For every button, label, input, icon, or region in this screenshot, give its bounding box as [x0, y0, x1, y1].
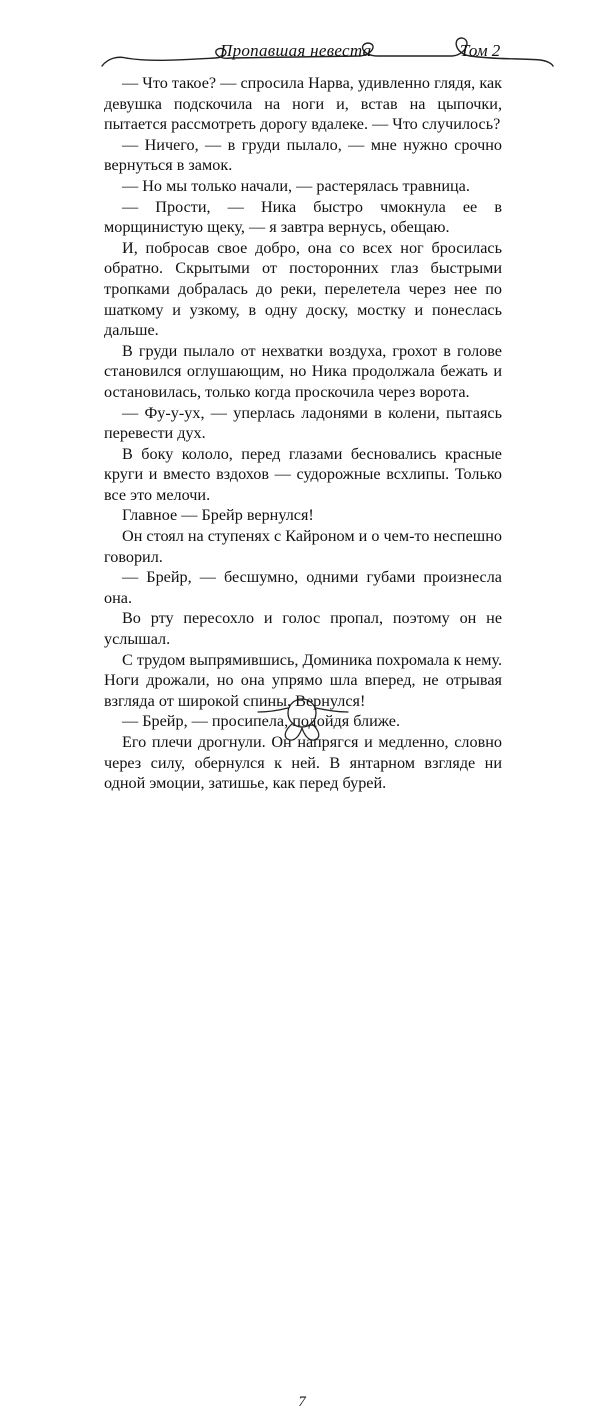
- page-body: [104, 73, 502, 794]
- paragraph: — Ничего, — в груди пылало, — мне нужно срочно вернуться в замок.: [104, 135, 502, 175]
- volume-label: Том 2: [460, 41, 501, 60]
- paragraph: — Прости, — Ника быстро чмокнула ее в морщинистую щеку, — я завтра вернусь, обещаю.: [104, 197, 502, 237]
- paragraph: В груди пылало от нехватки воздуха, грохот в голове становился оглушающим, но Ника продолжала бежать и остановилась, только когда проскочила через ворота.: [104, 341, 502, 401]
- paragraph: С трудом выпрямившись, Доминика похромала к нему. Ноги дрожали, но она упрямо шла вперед, не отрывая взгляда от широкой спины. Вернулся!: [104, 650, 502, 710]
- paragraph: — Фу-у-ух, — уперлась ладонями в колени, пытаясь перевести дух.: [104, 403, 502, 443]
- paragraph: — Брейр, — просипела, подойдя ближе.: [122, 712, 400, 731]
- paragraph: Он стоял на ступенях с Кайроном и о чем-то неспешно говорил.: [104, 527, 502, 566]
- paragraph: — Брейр, — бесшумно, одними губами произнесла она.: [104, 568, 502, 607]
- paragraph: Главное — Брейр вернулся!: [122, 506, 314, 525]
- footer-flourish: [0, 690, 600, 750]
- header-flourish-line: [0, 0, 600, 80]
- page-number: 7: [298, 1394, 306, 1410]
- book-series-title: Пропавшая невеста: [220, 41, 372, 60]
- running-header: [0, 0, 600, 80]
- paragraph: — Но мы только начали, — растерялась травница.: [122, 176, 470, 195]
- paragraph: Его плечи дрогнули. Он напрягся и медленно, словно через силу, обернулся к ней. В янтарном взгляде ни одной эмоции, затишье, как перед бурей.: [104, 733, 502, 793]
- paragraph: И, побросав свое добро, она со всех ног бросилась обратно. Скрытыми от посторонних глаз быстрыми тропками добралась до реки, перелетела через нее по шаткому и узкому, в одну доску, мостку и понеслась дальше.: [104, 238, 502, 340]
- paragraph: В боку кололо, перед глазами бесновались красные круги и вместо вздохов — судорожные всхлипы. Только все это мелочи.: [104, 444, 502, 504]
- paragraph: — Что такое? — спросила Нарва, удивленно глядя, как девушка подскочила на ноги и, встав на цыпочки, пытается рассмотреть дорогу вдалеке. — Что случилось?: [104, 74, 502, 134]
- paragraph: Во рту пересохло и голос пропал, поэтому он не услышал.: [104, 609, 502, 649]
